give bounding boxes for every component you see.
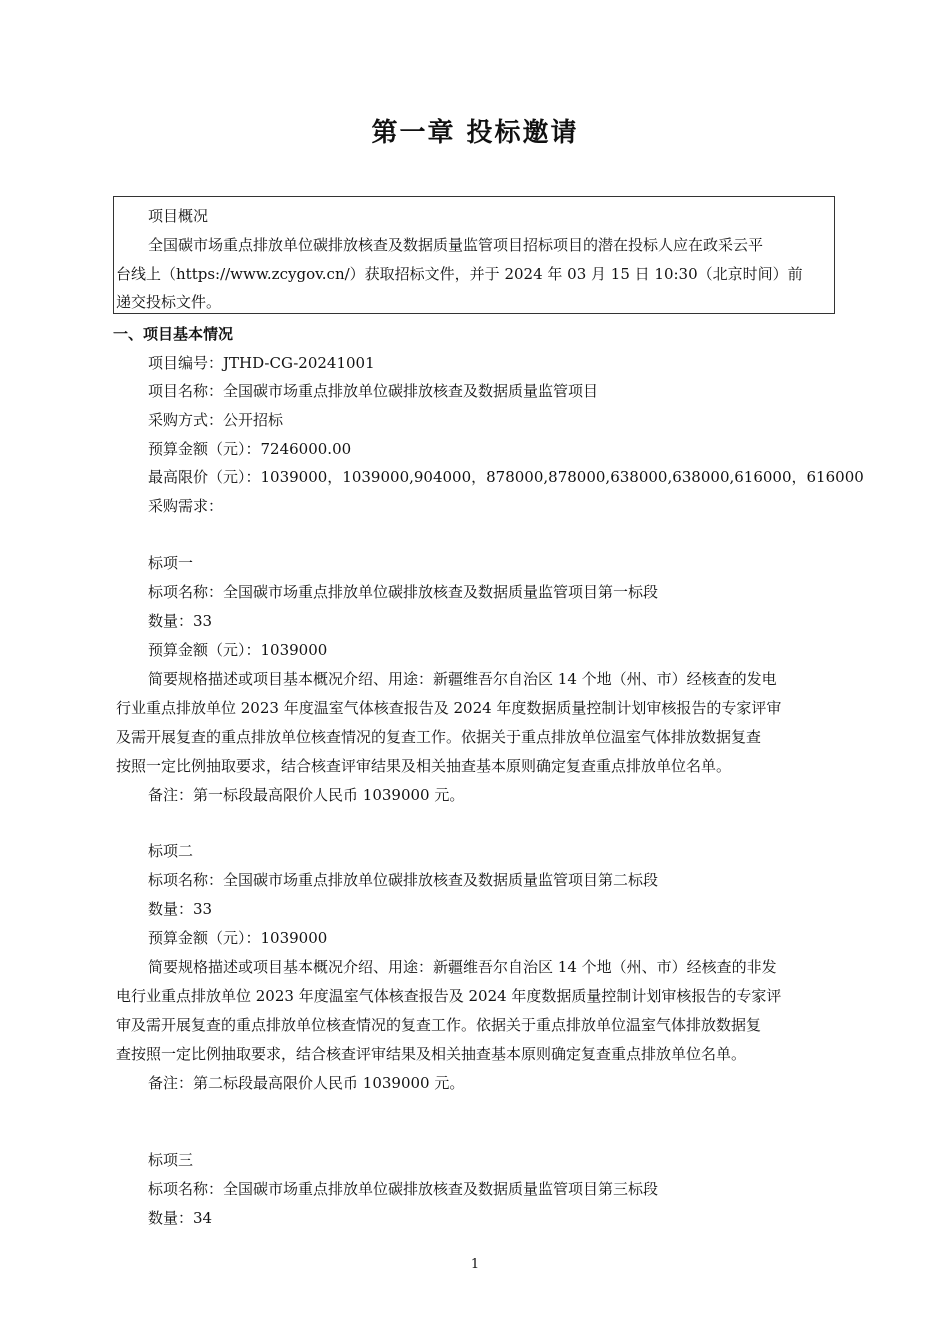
lot-name: 标项名称：全国碳市场重点排放单位碳排放核查及数据质量监管项目第二标段	[148, 871, 659, 889]
lot-description: 审及需开展复查的重点排放单位核查情况的复查工作。依据关于重点排放单位温室气体排放数据复	[116, 1016, 762, 1034]
lot-description: 按照一定比例抽取要求，结合核查评审结果及相关抽查基本原则确定复查重点排放单位名单。	[116, 757, 732, 775]
chapter-title: 第一章 投标邀请	[371, 118, 579, 148]
lot-title: 标项三	[148, 1151, 194, 1169]
project-number: 项目编号：JTHD-CG-20241001	[148, 354, 375, 372]
lot-name: 标项名称：全国碳市场重点排放单位碳排放核查及数据质量监管项目第三标段	[148, 1180, 659, 1198]
procurement-demand: 采购需求：	[148, 497, 224, 515]
overview-line: 全国碳市场重点排放单位碳排放核查及数据质量监管项目招标项目的潜在投标人应在政采云平	[148, 236, 764, 254]
page-number: 1	[470, 1257, 480, 1272]
lot-description: 及需开展复查的重点排放单位核查情况的复查工作。依据关于重点排放单位温室气体排放数据复查	[116, 728, 762, 746]
lot-quantity: 数量：33	[148, 900, 213, 918]
lot-title: 标项一	[148, 554, 194, 572]
lot-budget: 预算金额（元）：1039000	[148, 641, 328, 659]
lot-note: 备注：第二标段最高限价人民币 1039000 元。	[148, 1074, 465, 1092]
lot-description: 简要规格描述或项目基本概况介绍、用途：新疆维吾尔自治区 14 个地（州、市）经核查的非发	[148, 958, 777, 976]
project-name: 项目名称：全国碳市场重点排放单位碳排放核查及数据质量监管项目	[148, 382, 599, 400]
lot-description: 电行业重点排放单位 2023 年度温室气体核查报告及 2024 年度数据质量控制计划审核报告的专家评	[116, 987, 782, 1005]
overview-heading: 项目概况	[148, 207, 209, 225]
max-price: 最高限价（元）：1039000，1039000,904000，878000,878000,638000,638000,616000，616000	[148, 468, 864, 486]
lot-note: 备注：第一标段最高限价人民币 1039000 元。	[148, 786, 465, 804]
budget-amount: 预算金额（元）：7246000.00	[148, 440, 352, 458]
procurement-method: 采购方式：公开招标	[148, 411, 284, 429]
lot-budget: 预算金额（元）：1039000	[148, 929, 328, 947]
overview-box	[113, 196, 835, 314]
lot-quantity: 数量：33	[148, 612, 213, 630]
overview-line: 递交投标文件。	[116, 293, 222, 311]
lot-title: 标项二	[148, 842, 194, 860]
lot-description: 行业重点排放单位 2023 年度温室气体核查报告及 2024 年度数据质量控制计划审核报告的专家评审	[116, 699, 782, 717]
lot-description: 查按照一定比例抽取要求，结合核查评审结果及相关抽查基本原则确定复查重点排放单位名单。	[116, 1045, 747, 1063]
overview-line: 台线上（https://www.zcygov.cn/）获取招标文件，并于 2024 年 03 月 15 日 10:30（北京时间）前	[116, 265, 803, 283]
section-heading: 一、项目基本情况	[113, 325, 234, 343]
lot-name: 标项名称：全国碳市场重点排放单位碳排放核查及数据质量监管项目第一标段	[148, 583, 659, 601]
lot-quantity: 数量：34	[148, 1209, 213, 1227]
lot-description: 简要规格描述或项目基本概况介绍、用途：新疆维吾尔自治区 14 个地（州、市）经核查的发电	[148, 670, 777, 688]
